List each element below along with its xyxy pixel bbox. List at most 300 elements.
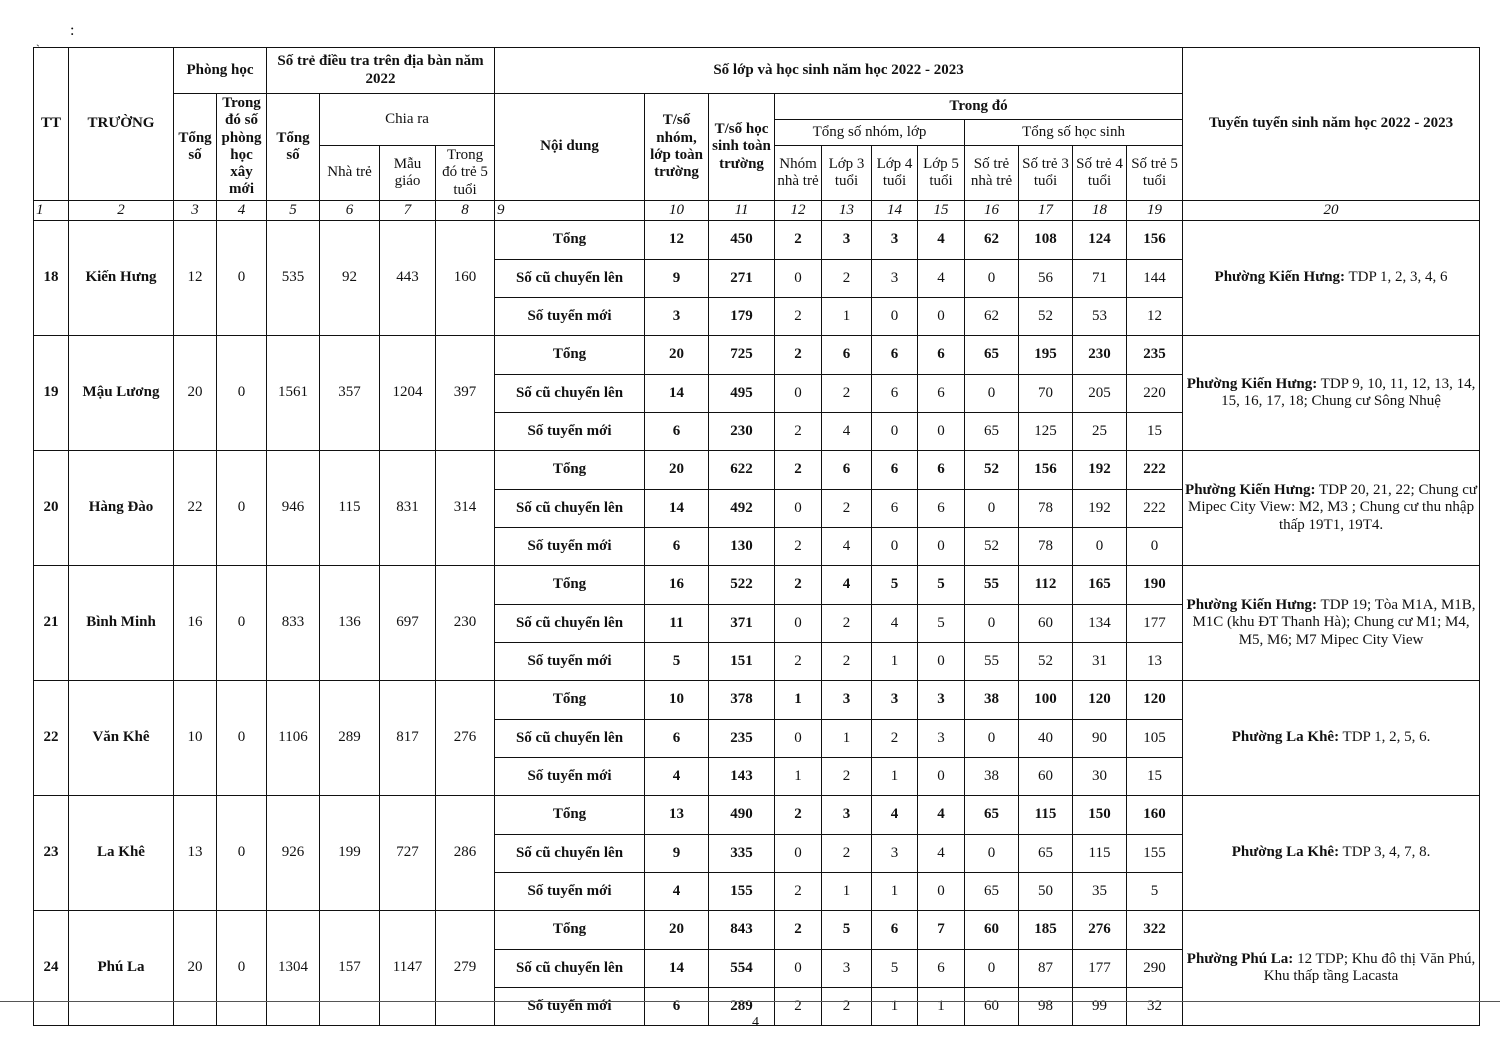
column-number: 6 [320,200,380,220]
cell-value: 0 [965,260,1019,298]
cell-value: 2 [775,413,822,451]
cell-value: 52 [965,528,1019,566]
cell-value: 2 [775,911,822,950]
cell-value: 522 [709,566,775,605]
cell-phong-xay-moi: 0 [217,566,267,681]
cell-value: 0 [918,758,965,796]
header-lop-5: Lớp 5 tuổi [918,146,965,201]
column-number: 3 [174,200,217,220]
cell-noi-dung: Số cũ chuyển lên [495,720,645,758]
column-number: 19 [1127,200,1183,220]
cell-value: 13 [645,796,709,835]
cell-value: 40 [1019,720,1073,758]
cell-tong-so-tre: 1106 [267,681,320,796]
header-trong-do-so-phong: Trong đó số phòng học xây mới [217,94,267,201]
cell-value: 0 [965,605,1019,643]
column-number: 14 [872,200,918,220]
cell-value: 9 [645,835,709,873]
cell-value: 6 [645,720,709,758]
cell-value: 6 [822,451,872,490]
cell-value: 230 [709,413,775,451]
cell-value: 4 [918,260,965,298]
header-mau-giao: Mẫu giáo [380,146,436,201]
cell-tuyen-sinh [1183,221,1480,336]
cell-value: 130 [709,528,775,566]
column-number: 13 [822,200,872,220]
cell-mau-giao: 1147 [380,911,436,1026]
cell-value: 0 [965,375,1019,413]
cell-value: 2 [822,758,872,796]
cell-value: 2 [775,566,822,605]
cell-value: 25 [1073,413,1127,451]
cell-value: 335 [709,835,775,873]
header-tuyen: Tuyến tuyển sinh năm học 2022 - 2023 [1183,48,1480,201]
cell-value: 71 [1073,260,1127,298]
cell-value: 65 [965,873,1019,911]
cell-value: 115 [1073,835,1127,873]
header-noi-dung: Nội dung [495,94,645,201]
cell-value: 2 [822,605,872,643]
cell-value: 112 [1019,566,1073,605]
cell-value: 13 [1127,643,1183,681]
cell-value: 14 [645,375,709,413]
cell-noi-dung: Số tuyển mới [495,643,645,681]
cell-tong-so-tre: 535 [267,221,320,336]
cell-value: 6 [872,336,918,375]
cell-value: 0 [1127,528,1183,566]
cell-value: 0 [775,950,822,988]
cell-value: 14 [645,490,709,528]
school-name: Văn Khê [69,681,174,796]
cell-value: 235 [1127,336,1183,375]
cell-value: 5 [918,566,965,605]
cell-value: 0 [775,605,822,643]
cell-value: 843 [709,911,775,950]
header-lop-4: Lớp 4 tuổi [872,146,918,201]
cell-value: 3 [822,796,872,835]
cell-tre-5-tuoi: 160 [436,221,495,336]
cell-value: 0 [872,528,918,566]
cell-value: 0 [775,835,822,873]
cell-tre-5-tuoi: 397 [436,336,495,451]
cell-tong-so-tre: 833 [267,566,320,681]
cell-phong-xay-moi: 0 [217,681,267,796]
table-row [34,681,1480,720]
cell-value: 0 [775,720,822,758]
cell-nha-tre: 92 [320,221,380,336]
cell-value: 0 [775,260,822,298]
cell-value: 222 [1127,451,1183,490]
zone-detail: TDP 3, 4, 7, 8. [1339,844,1431,861]
cell-value: 7 [918,911,965,950]
cell-value: 6 [918,950,965,988]
cell-tre-5-tuoi: 314 [436,451,495,566]
cell-value: 276 [1073,911,1127,950]
cell-phong-xay-moi: 0 [217,221,267,336]
cell-value: 622 [709,451,775,490]
column-number: 18 [1073,200,1127,220]
cell-value: 99 [1073,988,1127,1026]
school-name: Kiến Hưng [69,221,174,336]
column-number: 16 [965,200,1019,220]
cell-value: 65 [965,796,1019,835]
cell-value: 3 [918,720,965,758]
cell-value: 3 [872,835,918,873]
cell-noi-dung: Số cũ chuyển lên [495,835,645,873]
cell-value: 108 [1019,221,1073,260]
cell-noi-dung: Số tuyển mới [495,873,645,911]
cell-value: 2 [775,988,822,1026]
header-so-lop-hs: Số lớp và học sinh năm học 2022 - 2023 [495,48,1183,94]
column-number: 2 [69,200,174,220]
cell-value: 2 [775,643,822,681]
cell-value: 1 [822,720,872,758]
cell-value: 9 [645,260,709,298]
header-ts-hoc-sinh: T/số học sinh toàn trường [709,94,775,201]
school-tt: 24 [34,911,69,1026]
header-tre-5: Số trẻ 5 tuổi [1127,146,1183,201]
header-tong-so-tre: Tổng số [267,94,320,201]
cell-noi-dung: Tổng [495,451,645,490]
cell-value: 4 [822,528,872,566]
cell-value: 3 [918,681,965,720]
cell-value: 6 [872,490,918,528]
cell-value: 98 [1019,988,1073,1026]
cell-value: 2 [822,835,872,873]
cell-value: 1 [775,681,822,720]
cell-tuyen-sinh [1183,911,1480,1026]
cell-value: 20 [645,336,709,375]
cell-value: 6 [645,988,709,1026]
cell-value: 31 [1073,643,1127,681]
cell-value: 1 [872,758,918,796]
cell-value: 3 [872,260,918,298]
cell-noi-dung: Tổng [495,221,645,260]
cell-value: 52 [1019,298,1073,336]
cell-value: 60 [965,911,1019,950]
cell-value: 0 [965,490,1019,528]
cell-value: 322 [1127,911,1183,950]
cell-value: 271 [709,260,775,298]
enrollment-table [33,47,1480,1026]
cell-value: 60 [965,988,1019,1026]
header-lop-3: Lớp 3 tuổi [822,146,872,201]
cell-value: 554 [709,950,775,988]
cell-value: 55 [965,643,1019,681]
cell-noi-dung: Tổng [495,796,645,835]
cell-noi-dung: Tổng [495,681,645,720]
cell-value: 65 [965,336,1019,375]
cell-value: 78 [1019,528,1073,566]
table-body [34,221,1480,1026]
header-phong-hoc: Phòng học [174,48,267,94]
cell-value: 6 [822,336,872,375]
cell-value: 179 [709,298,775,336]
cell-value: 160 [1127,796,1183,835]
cell-value: 6 [645,413,709,451]
cell-value: 38 [965,758,1019,796]
header-tong-so-phong: Tổng số [174,94,217,201]
cell-value: 4 [822,413,872,451]
cell-tong-so-phong: 22 [174,451,217,566]
cell-noi-dung: Tổng [495,336,645,375]
cell-value: 100 [1019,681,1073,720]
cell-value: 87 [1019,950,1073,988]
header-trong-do: Trong đó [775,94,1183,120]
cell-noi-dung: Tổng [495,566,645,605]
table-row [34,911,1480,950]
cell-value: 3 [872,221,918,260]
cell-value: 2 [822,643,872,681]
cell-phong-xay-moi: 0 [217,796,267,911]
cell-value: 490 [709,796,775,835]
zone-ward-name: Phường Kiến Hưng: [1186,597,1318,614]
cell-value: 60 [1019,605,1073,643]
cell-value: 2 [822,375,872,413]
cell-tre-5-tuoi: 279 [436,911,495,1026]
cell-value: 192 [1073,490,1127,528]
column-number: 1 [34,200,69,220]
cell-value: 177 [1073,950,1127,988]
cell-value: 151 [709,643,775,681]
school-tt: 23 [34,796,69,911]
header-trong-do-tre-5: Trong đó trẻ 5 tuổi [436,146,495,201]
cell-value: 2 [775,221,822,260]
header-so-tre-dieu-tra: Số trẻ điều tra trên địa bàn năm 2022 [267,48,495,94]
cell-value: 4 [645,873,709,911]
zone-detail: TDP 9, 10, 11, 12, 13, 14, 15, 16, 17, 18; Chung cư Sông Nhuệ [1221,375,1476,409]
header-nhom-nha-tre: Nhóm nhà trẻ [775,146,822,201]
cell-nha-tre: 136 [320,566,380,681]
cell-value: 0 [1073,528,1127,566]
cell-value: 192 [1073,451,1127,490]
cell-value: 6 [645,528,709,566]
cell-value: 1 [872,988,918,1026]
cell-phong-xay-moi: 0 [217,911,267,1026]
column-number-row [34,200,1480,220]
cell-value: 492 [709,490,775,528]
cell-tuyen-sinh [1183,451,1480,566]
column-number: 8 [436,200,495,220]
column-number: 17 [1019,200,1073,220]
cell-value: 0 [918,528,965,566]
zone-detail: TDP 20, 21, 22; Chung cư Mipec City View: M2, M3 ; Chung cư thu nhập thấp 19T1, 19T4. [1187,482,1478,533]
cell-tong-so-tre: 946 [267,451,320,566]
cell-value: 32 [1127,988,1183,1026]
cell-value: 60 [1019,758,1073,796]
cell-value: 2 [872,720,918,758]
cell-tong-so-tre: 1304 [267,911,320,1026]
cell-value: 120 [1127,681,1183,720]
column-number: 20 [1183,200,1480,220]
cell-value: 143 [709,758,775,796]
cell-tong-so-phong: 20 [174,336,217,451]
cell-value: 15 [1127,758,1183,796]
zone-ward-name: Phường Kiến Hưng: [1214,269,1346,286]
cell-value: 50 [1019,873,1073,911]
page-number: 4 [752,1015,759,1030]
cell-value: 495 [709,375,775,413]
cell-value: 4 [918,221,965,260]
cell-value: 0 [918,298,965,336]
cell-value: 6 [918,375,965,413]
header-tong-so-nhom-lop: Tổng số nhóm, lớp [775,120,965,146]
cell-value: 155 [709,873,775,911]
cell-value: 4 [645,758,709,796]
cell-value: 53 [1073,298,1127,336]
school-name: Bình Minh [69,566,174,681]
cell-value: 5 [918,605,965,643]
cell-noi-dung: Số tuyển mới [495,413,645,451]
cell-value: 2 [822,988,872,1026]
cell-value: 65 [1019,835,1073,873]
cell-value: 3 [822,221,872,260]
cell-value: 115 [1019,796,1073,835]
cell-value: 155 [1127,835,1183,873]
cell-value: 20 [645,451,709,490]
zone-detail: TDP 19; Tòa M1A, M1B, M1C (khu ĐT Thanh Hà); Chung cư M1; M4, M5, M6; M7 Mipec City View [1192,597,1476,648]
cell-value: 156 [1127,221,1183,260]
cell-value: 165 [1073,566,1127,605]
cell-value: 2 [775,873,822,911]
cell-nha-tre: 115 [320,451,380,566]
school-tt: 21 [34,566,69,681]
zone-detail: TDP 1, 2, 5, 6. [1339,729,1431,746]
cell-value: 2 [822,490,872,528]
cell-noi-dung: Tổng [495,911,645,950]
cell-value: 12 [645,221,709,260]
cell-value: 52 [965,451,1019,490]
cell-mau-giao: 443 [380,221,436,336]
zone-ward-name: Phường Kiến Hưng: [1185,482,1316,499]
cell-value: 2 [775,451,822,490]
school-name: La Khê [69,796,174,911]
cell-noi-dung: Số tuyển mới [495,758,645,796]
zone-detail: 12 TDP; Khu đô thị Văn Phú, Khu thấp tầng Lacasta [1263,950,1476,984]
cell-value: 2 [775,298,822,336]
cell-value: 4 [918,796,965,835]
cell-value: 65 [965,413,1019,451]
cell-value: 289 [709,988,775,1026]
cell-noi-dung: Số cũ chuyển lên [495,490,645,528]
cell-mau-giao: 697 [380,566,436,681]
cell-value: 0 [775,490,822,528]
cell-phong-xay-moi: 0 [217,336,267,451]
cell-value: 14 [645,950,709,988]
table-row [34,221,1480,260]
cell-value: 290 [1127,950,1183,988]
school-tt: 18 [34,221,69,336]
cell-value: 6 [918,336,965,375]
cell-value: 0 [965,835,1019,873]
cell-value: 378 [709,681,775,720]
cell-value: 1 [822,298,872,336]
cell-value: 0 [918,873,965,911]
cell-value: 1 [872,873,918,911]
cell-value: 2 [822,260,872,298]
table-row [34,566,1480,605]
cell-value: 222 [1127,490,1183,528]
cell-value: 2 [775,336,822,375]
cell-value: 3 [822,950,872,988]
cell-value: 5 [645,643,709,681]
header-tre-4: Số trẻ 4 tuổi [1073,146,1127,201]
header-tre-3: Số trẻ 3 tuổi [1019,146,1073,201]
cell-value: 195 [1019,336,1073,375]
cell-tong-so-phong: 20 [174,911,217,1026]
cell-value: 1 [918,988,965,1026]
zone-ward-name: Phường Phú La: [1186,950,1294,967]
cell-tong-so-phong: 10 [174,681,217,796]
cell-value: 52 [1019,643,1073,681]
cell-tuyen-sinh [1183,681,1480,796]
column-number: 15 [918,200,965,220]
cell-tong-so-phong: 13 [174,796,217,911]
cell-value: 5 [1127,873,1183,911]
cell-value: 6 [872,451,918,490]
cell-value: 105 [1127,720,1183,758]
cell-noi-dung: Số cũ chuyển lên [495,260,645,298]
cell-value: 150 [1073,796,1127,835]
school-tt: 22 [34,681,69,796]
cell-value: 62 [965,221,1019,260]
cell-noi-dung: Số cũ chuyển lên [495,605,645,643]
column-number: 7 [380,200,436,220]
cell-tuyen-sinh [1183,336,1480,451]
cell-value: 56 [1019,260,1073,298]
cell-tong-so-phong: 16 [174,566,217,681]
cell-value: 185 [1019,911,1073,950]
cell-value: 220 [1127,375,1183,413]
table-row [34,451,1480,490]
cell-value: 1 [775,758,822,796]
table-row [34,336,1480,375]
cell-value: 15 [1127,413,1183,451]
cell-value: 78 [1019,490,1073,528]
cell-tong-so-tre: 926 [267,796,320,911]
cell-value: 144 [1127,260,1183,298]
cell-mau-giao: 817 [380,681,436,796]
cell-value: 20 [645,911,709,950]
column-number: 12 [775,200,822,220]
zone-ward-name: Phường La Khê: [1231,729,1340,746]
cell-value: 30 [1073,758,1127,796]
school-name: Hàng Đào [69,451,174,566]
cell-value: 4 [872,605,918,643]
cell-value: 450 [709,221,775,260]
cell-value: 5 [872,566,918,605]
cell-noi-dung: Số cũ chuyển lên [495,950,645,988]
cell-tre-5-tuoi: 276 [436,681,495,796]
cell-value: 190 [1127,566,1183,605]
cell-value: 1 [822,873,872,911]
column-number: 9 [495,200,645,220]
cell-value: 0 [918,413,965,451]
cell-value: 0 [872,413,918,451]
cell-value: 4 [918,835,965,873]
cell-value: 4 [872,796,918,835]
cell-value: 5 [822,911,872,950]
cell-nha-tre: 357 [320,336,380,451]
cell-value: 10 [645,681,709,720]
school-tt: 19 [34,336,69,451]
cell-value: 4 [822,566,872,605]
cell-value: 120 [1073,681,1127,720]
column-number: 5 [267,200,320,220]
cell-value: 0 [918,643,965,681]
column-number: 10 [645,200,709,220]
cell-value: 38 [965,681,1019,720]
